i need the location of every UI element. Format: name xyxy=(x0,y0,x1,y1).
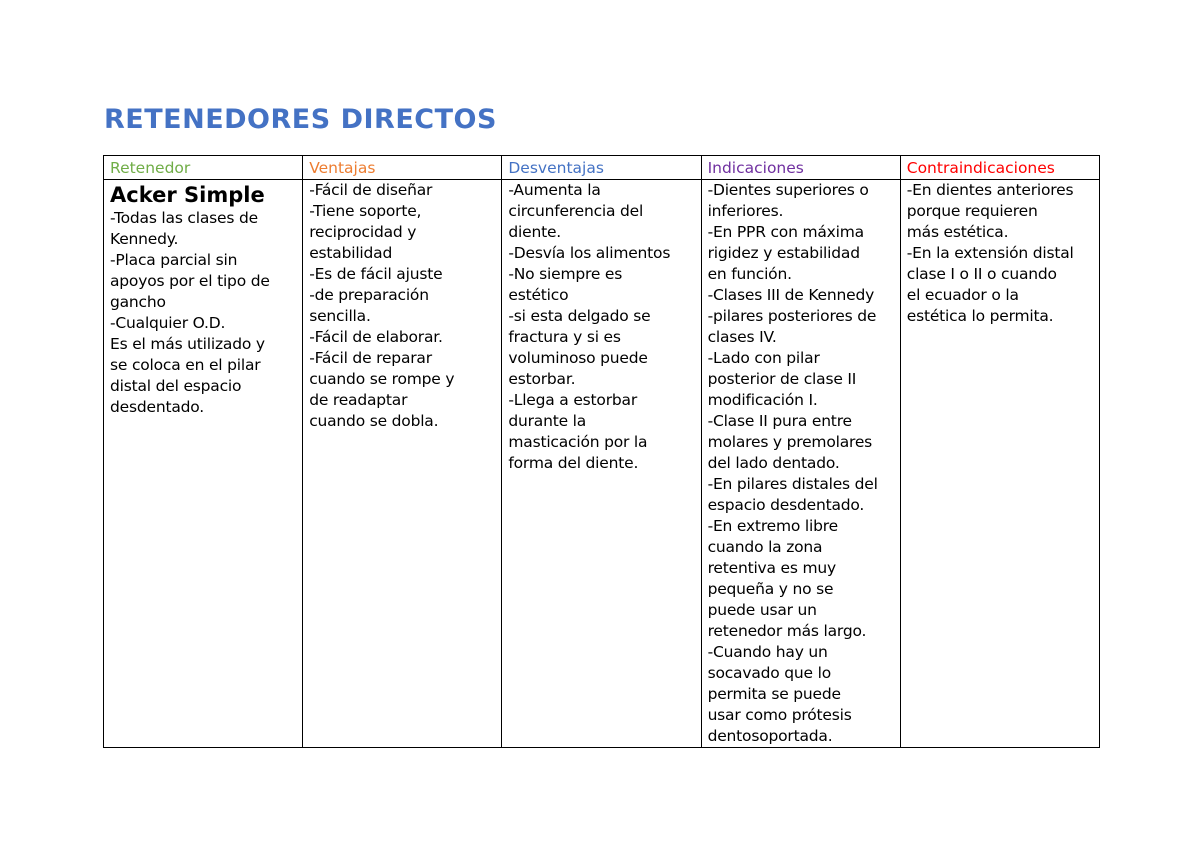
list-line: -En PPR con máxima xyxy=(707,223,864,241)
list-line: rigidez y estabilidad xyxy=(707,244,860,262)
ventajas-list xyxy=(309,180,495,432)
list-line: apoyos por el tipo de xyxy=(110,272,270,290)
list-line: porque requieren xyxy=(906,202,1038,220)
list-line: modificación I. xyxy=(707,391,818,409)
list-line: desdentado. xyxy=(110,398,205,416)
list-line: voluminoso puede xyxy=(508,349,648,367)
contraindicaciones-list xyxy=(907,180,1093,327)
header-contraindicaciones: Contraindicaciones xyxy=(900,156,1099,180)
list-line: dentosoportada. xyxy=(707,727,833,745)
list-line: -Clase II pura entre xyxy=(707,412,852,430)
list-line: clase I o II o cuando xyxy=(906,265,1057,283)
list-line: se coloca en el pilar xyxy=(110,356,261,374)
list-line: forma del diente. xyxy=(508,454,639,472)
list-line: -Fácil de diseñar xyxy=(309,181,433,199)
list-line: socavado que lo xyxy=(707,664,831,682)
list-line: pequeña y no se xyxy=(707,580,834,598)
cell-ventajas xyxy=(303,180,502,748)
list-line: -si esta delgado se xyxy=(508,307,651,325)
cell-desventajas xyxy=(502,180,701,748)
retainer-table xyxy=(103,155,1100,748)
retenedor-list xyxy=(110,208,296,418)
list-line: retenedor más largo. xyxy=(707,622,867,640)
cell-indicaciones xyxy=(701,180,900,748)
header-indicaciones: Indicaciones xyxy=(701,156,900,180)
list-line: puede usar un xyxy=(707,601,817,619)
list-line: retentiva es muy xyxy=(707,559,836,577)
list-line: -pilares posteriores de xyxy=(707,307,877,325)
list-line: estético xyxy=(508,286,569,304)
list-line: estética lo permita. xyxy=(906,307,1054,325)
list-line: -Llega a estorbar xyxy=(508,391,637,409)
list-line: el ecuador o la xyxy=(906,286,1019,304)
list-line: cuando la zona xyxy=(707,538,823,556)
header-desventajas: Desventajas xyxy=(502,156,701,180)
list-line: -Todas las clases de xyxy=(110,209,258,227)
list-line: -Fácil de reparar xyxy=(309,349,432,367)
header-retenedor: Retenedor xyxy=(104,156,303,180)
list-line: sencilla. xyxy=(309,307,371,325)
list-line: -de preparación xyxy=(309,286,429,304)
list-line: Es el más utilizado y xyxy=(110,335,265,353)
list-line: -Cuando hay un xyxy=(707,643,828,661)
list-line: usar como prótesis xyxy=(707,706,852,724)
list-line: -Clases III de Kennedy xyxy=(707,286,875,304)
list-line: más estética. xyxy=(906,223,1009,241)
header-row xyxy=(104,156,1100,180)
list-line: estabilidad xyxy=(309,244,393,262)
list-line: durante la xyxy=(508,412,587,430)
list-line: reciprocidad y xyxy=(309,223,417,241)
list-line: fractura y si es xyxy=(508,328,621,346)
list-line: posterior de clase II xyxy=(707,370,857,388)
list-line: molares y premolares xyxy=(707,433,873,451)
list-line: -En dientes anteriores xyxy=(906,181,1074,199)
list-line: -Lado con pilar xyxy=(707,349,820,367)
page-title: RETENEDORES DIRECTOS xyxy=(104,104,497,135)
cell-retenedor xyxy=(104,180,303,748)
list-line: -En la extensión distal xyxy=(906,244,1074,262)
list-line: del lado dentado. xyxy=(707,454,840,472)
list-line: distal del espacio xyxy=(110,377,242,395)
header-ventajas: Ventajas xyxy=(303,156,502,180)
list-line: -Tiene soporte, xyxy=(309,202,422,220)
table-row xyxy=(104,180,1100,748)
list-line: masticación por la xyxy=(508,433,648,451)
list-line: -Fácil de elaborar. xyxy=(309,328,443,346)
list-line: -Desvía los alimentos xyxy=(508,244,671,262)
list-line: estorbar. xyxy=(508,370,576,388)
cell-contraindicaciones xyxy=(900,180,1099,748)
retainer-name: Acker Simple xyxy=(110,183,265,207)
list-line: -Aumenta la xyxy=(508,181,601,199)
list-line: gancho xyxy=(110,293,166,311)
list-line: circunferencia del xyxy=(508,202,644,220)
list-line: -Placa parcial sin xyxy=(110,251,238,269)
list-line: cuando se rompe y xyxy=(309,370,455,388)
list-line: -No siempre es xyxy=(508,265,623,283)
indicaciones-list xyxy=(708,180,894,747)
list-line: -Dientes superiores o xyxy=(707,181,869,199)
list-line: clases IV. xyxy=(707,328,777,346)
list-line: cuando se dobla. xyxy=(309,412,439,430)
list-line: Kennedy. xyxy=(110,230,179,248)
list-line: espacio desdentado. xyxy=(707,496,865,514)
list-line: inferiores. xyxy=(707,202,784,220)
list-line: -En extremo libre xyxy=(707,517,838,535)
list-line: -En pilares distales del xyxy=(707,475,878,493)
list-line: en función. xyxy=(707,265,792,283)
list-line: -Cualquier O.D. xyxy=(110,314,226,332)
desventajas-list xyxy=(508,180,694,474)
list-line: -Es de fácil ajuste xyxy=(309,265,443,283)
list-line: diente. xyxy=(508,223,562,241)
list-line: de readaptar xyxy=(309,391,408,409)
list-line: permita se puede xyxy=(707,685,841,703)
